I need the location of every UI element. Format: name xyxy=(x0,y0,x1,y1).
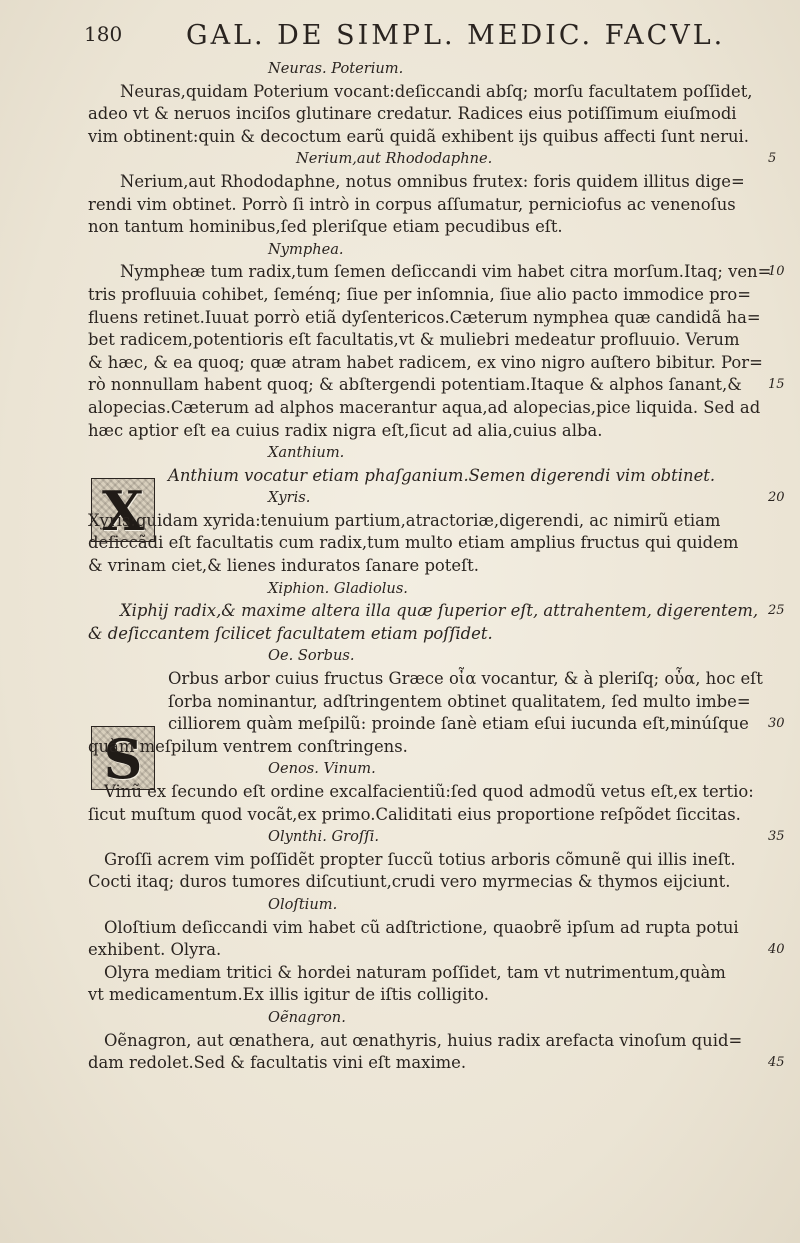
line-text: non tantum hominibus,ſed pleriſque etiam pecudibus eſt. xyxy=(88,217,563,237)
text-line xyxy=(88,510,760,533)
line-text: Vinũ ex ſecundo eſt ordine excalfacientiũ:ſed quod admodũ vetus eſt,ex tertio: xyxy=(104,782,754,801)
line-text: Xanthium. xyxy=(268,444,345,462)
section-heading xyxy=(88,239,760,262)
text-line xyxy=(88,352,763,375)
text-line xyxy=(88,194,760,217)
page-number: 180 xyxy=(84,22,123,46)
text-line xyxy=(88,713,785,736)
margin-line-number: 45 xyxy=(768,1055,785,1071)
margin-line-number: 25 xyxy=(768,603,785,619)
text-line xyxy=(88,691,760,714)
line-text: Anthium vocatur etiam phaſganium.Semen digerendi vim obtinet. xyxy=(168,465,716,485)
text-body xyxy=(88,58,785,1075)
line-text: & hæc, & ea quoq; quæ atram habet radicem, ex vino nigro auſtero bibitur. Por= xyxy=(88,352,763,372)
line-text: rendi vim obtinet. Porrò ſi intrò in corpus aſſumatur, perniciofus ac venenoſus xyxy=(88,194,736,214)
margin-line-number: 15 xyxy=(768,377,785,393)
section-heading xyxy=(88,58,760,81)
margin-line-number: 30 xyxy=(768,716,785,732)
line-text: Orbus arbor cuius fructus Græce οἶα vocantur, & à pleriſq; οὖα, hoc eſt xyxy=(168,669,763,689)
line-text: tris profluuia cohibet, ſeménq; ſiue per inſomnia, ſiue alio pacto immodice pro= xyxy=(88,284,752,304)
section-heading xyxy=(88,578,760,601)
text-line xyxy=(88,736,760,759)
text-line xyxy=(88,284,760,307)
line-text: rò nonnullam habent quoq; & abſtergendi potentiam.Itaque & alphos ſanant,& xyxy=(88,375,742,395)
text-line xyxy=(88,420,760,443)
margin-line-number: 35 xyxy=(768,829,785,845)
section-heading xyxy=(88,1007,760,1030)
margin-line-number: 40 xyxy=(768,942,785,958)
line-text: Xyris:quidam xyrida:tenuium partium,atractoriæ,digerendi, ac nimirũ etiam xyxy=(88,510,721,530)
line-text: Nerium,aut Rhododaphne. xyxy=(296,150,493,168)
section-heading xyxy=(88,148,777,171)
line-text: Cocti itaq; duros tumores diſcutiunt,crudi vero myrmecias & thymos eijciunt. xyxy=(88,872,731,892)
section-heading xyxy=(88,894,760,917)
line-text: cilliorem quàm meſpilũ: proinde ſanè etiam eſui iucunda eſt,minúſque xyxy=(168,714,749,734)
line-text: ſicut muſtum quod vocãt,ex primo.Caliditati eius proportione reſpõdet ſiccitas. xyxy=(88,804,741,824)
line-text: Oloſtium deſiccandi vim habet cũ adſtrictione, quaobrẽ ipſum ad rupta potui xyxy=(104,917,739,937)
line-text: Oenos. Vinum. xyxy=(268,760,376,778)
text-line xyxy=(88,917,760,940)
line-text: Nympheæ tum radix,tum ſemen deſiccandi vim habet citra morſum.Itaq; ven= xyxy=(120,262,772,282)
section-heading xyxy=(88,645,760,668)
line-text: vt medicamentum.Ex illis igitur de iſtis colligito. xyxy=(88,985,489,1005)
line-text: Oẽnagron, aut œnathera, aut œnathyris, huius radix arefacta vinoſum quid= xyxy=(104,1030,743,1050)
line-text: Neuras. Poterium. xyxy=(268,60,404,77)
line-text: Xiphion. Gladiolus. xyxy=(268,579,408,597)
line-text: exhibent. Olyra. xyxy=(88,940,222,960)
line-text: Nerium,aut Rhododaphne, notus omnibus frutex: foris quidem illitus dige= xyxy=(120,171,745,191)
text-line xyxy=(88,103,760,126)
line-text: vim obtinent:quin & decoctum earũ quidã exhibent ijs quibus affecti ſunt nerui. xyxy=(88,126,749,146)
text-line xyxy=(88,623,760,646)
initial-letter-s: S xyxy=(103,727,143,791)
text-line xyxy=(88,849,760,872)
text-line xyxy=(88,555,760,578)
initial-letter-x: X xyxy=(102,479,144,543)
line-text: adeo vt & neruos inciſos glutinare credatur. Radices eius potiſſimum eiuſmodi xyxy=(88,104,737,124)
section-heading xyxy=(88,758,760,781)
line-text: fluens retinet.Iuuat porrò etiã dyſentericos.Cæterum nymphea quæ candidã ha= xyxy=(88,307,761,327)
line-text: & deſiccantem ſcilicet facultatem etiam poſſidet. xyxy=(88,623,493,643)
line-text: hæc aptior eſt ea cuius radix nigra eſt,ſicut ad alia,cuius alba. xyxy=(88,420,603,440)
line-text: Olynthi. Groſſi. xyxy=(268,828,380,846)
line-text: alopecias.Cæterum ad alphos macerantur aqua,ad alopecias,pice liquida. Sed ad xyxy=(88,397,761,417)
line-text: Xyris. xyxy=(268,489,311,507)
section-heading xyxy=(88,442,760,465)
margin-line-number: 10 xyxy=(768,264,785,280)
text-line xyxy=(88,171,760,194)
text-line xyxy=(88,532,760,555)
line-text: Neuras,quidam Poterium vocant:deſiccandi abſq; morſu facultatem poſſidet, xyxy=(120,81,753,101)
text-line xyxy=(88,804,760,827)
text-line xyxy=(88,261,785,284)
text-line xyxy=(88,216,760,239)
margin-line-number: 20 xyxy=(768,490,785,506)
text-line xyxy=(88,600,785,623)
text-line xyxy=(88,329,760,352)
text-line xyxy=(88,374,785,397)
section-heading xyxy=(88,487,785,510)
text-line xyxy=(88,939,785,962)
margin-line-number: 5 xyxy=(768,151,777,167)
text-line xyxy=(88,81,760,104)
line-text: ſorba nominantur, adſtringentem obtinet qualitatem, ſed multo imbe= xyxy=(168,691,751,711)
text-line xyxy=(88,668,763,691)
line-text: bet radicem,potentioris eſt facultatis,vt & muliebri medeatur profluuio. Verum xyxy=(88,330,740,350)
line-text: & vrinam ciet,& lienes induratos ſanare poteſt. xyxy=(88,556,479,576)
text-line xyxy=(88,871,760,894)
line-text: Groſſi acrem vim poſſidẽt propter ſuccũ totius arboris cõmunẽ qui illis ineſt. xyxy=(104,849,736,869)
line-text: Nymphea. xyxy=(268,240,344,258)
section-heading xyxy=(88,826,785,849)
line-text: Oẽnagron. xyxy=(268,1008,346,1026)
line-text: Oloſtium. xyxy=(268,895,338,913)
text-line xyxy=(88,307,760,330)
line-text: quàm meſpilum ventrem conſtringens. xyxy=(88,736,408,756)
line-text: Oe. Sorbus. xyxy=(268,647,355,665)
line-text: deſiccãdi eſt facultatis cum radix,tum multo etiam amplius fructus qui quidem xyxy=(88,533,739,553)
text-line xyxy=(88,962,760,985)
line-text: Xiphij radix,& maxime altera illa quæ ſuperior eſt, attrahentem, digerentem, xyxy=(120,601,759,621)
line-text: dam redolet.Sed & facultatis vini eſt maxime. xyxy=(88,1053,467,1073)
text-line xyxy=(88,1052,785,1075)
text-line xyxy=(88,465,760,488)
text-line xyxy=(88,1030,760,1053)
text-line xyxy=(88,397,760,420)
text-line xyxy=(88,984,760,1007)
running-head: GAL. DE SIMPL. MEDIC. FACVL. xyxy=(186,20,726,51)
text-line xyxy=(88,781,760,804)
line-text: Olyra mediam tritici & hordei naturam poſſidet, tam vt nutrimentum,quàm xyxy=(104,962,726,982)
text-line xyxy=(88,126,760,149)
